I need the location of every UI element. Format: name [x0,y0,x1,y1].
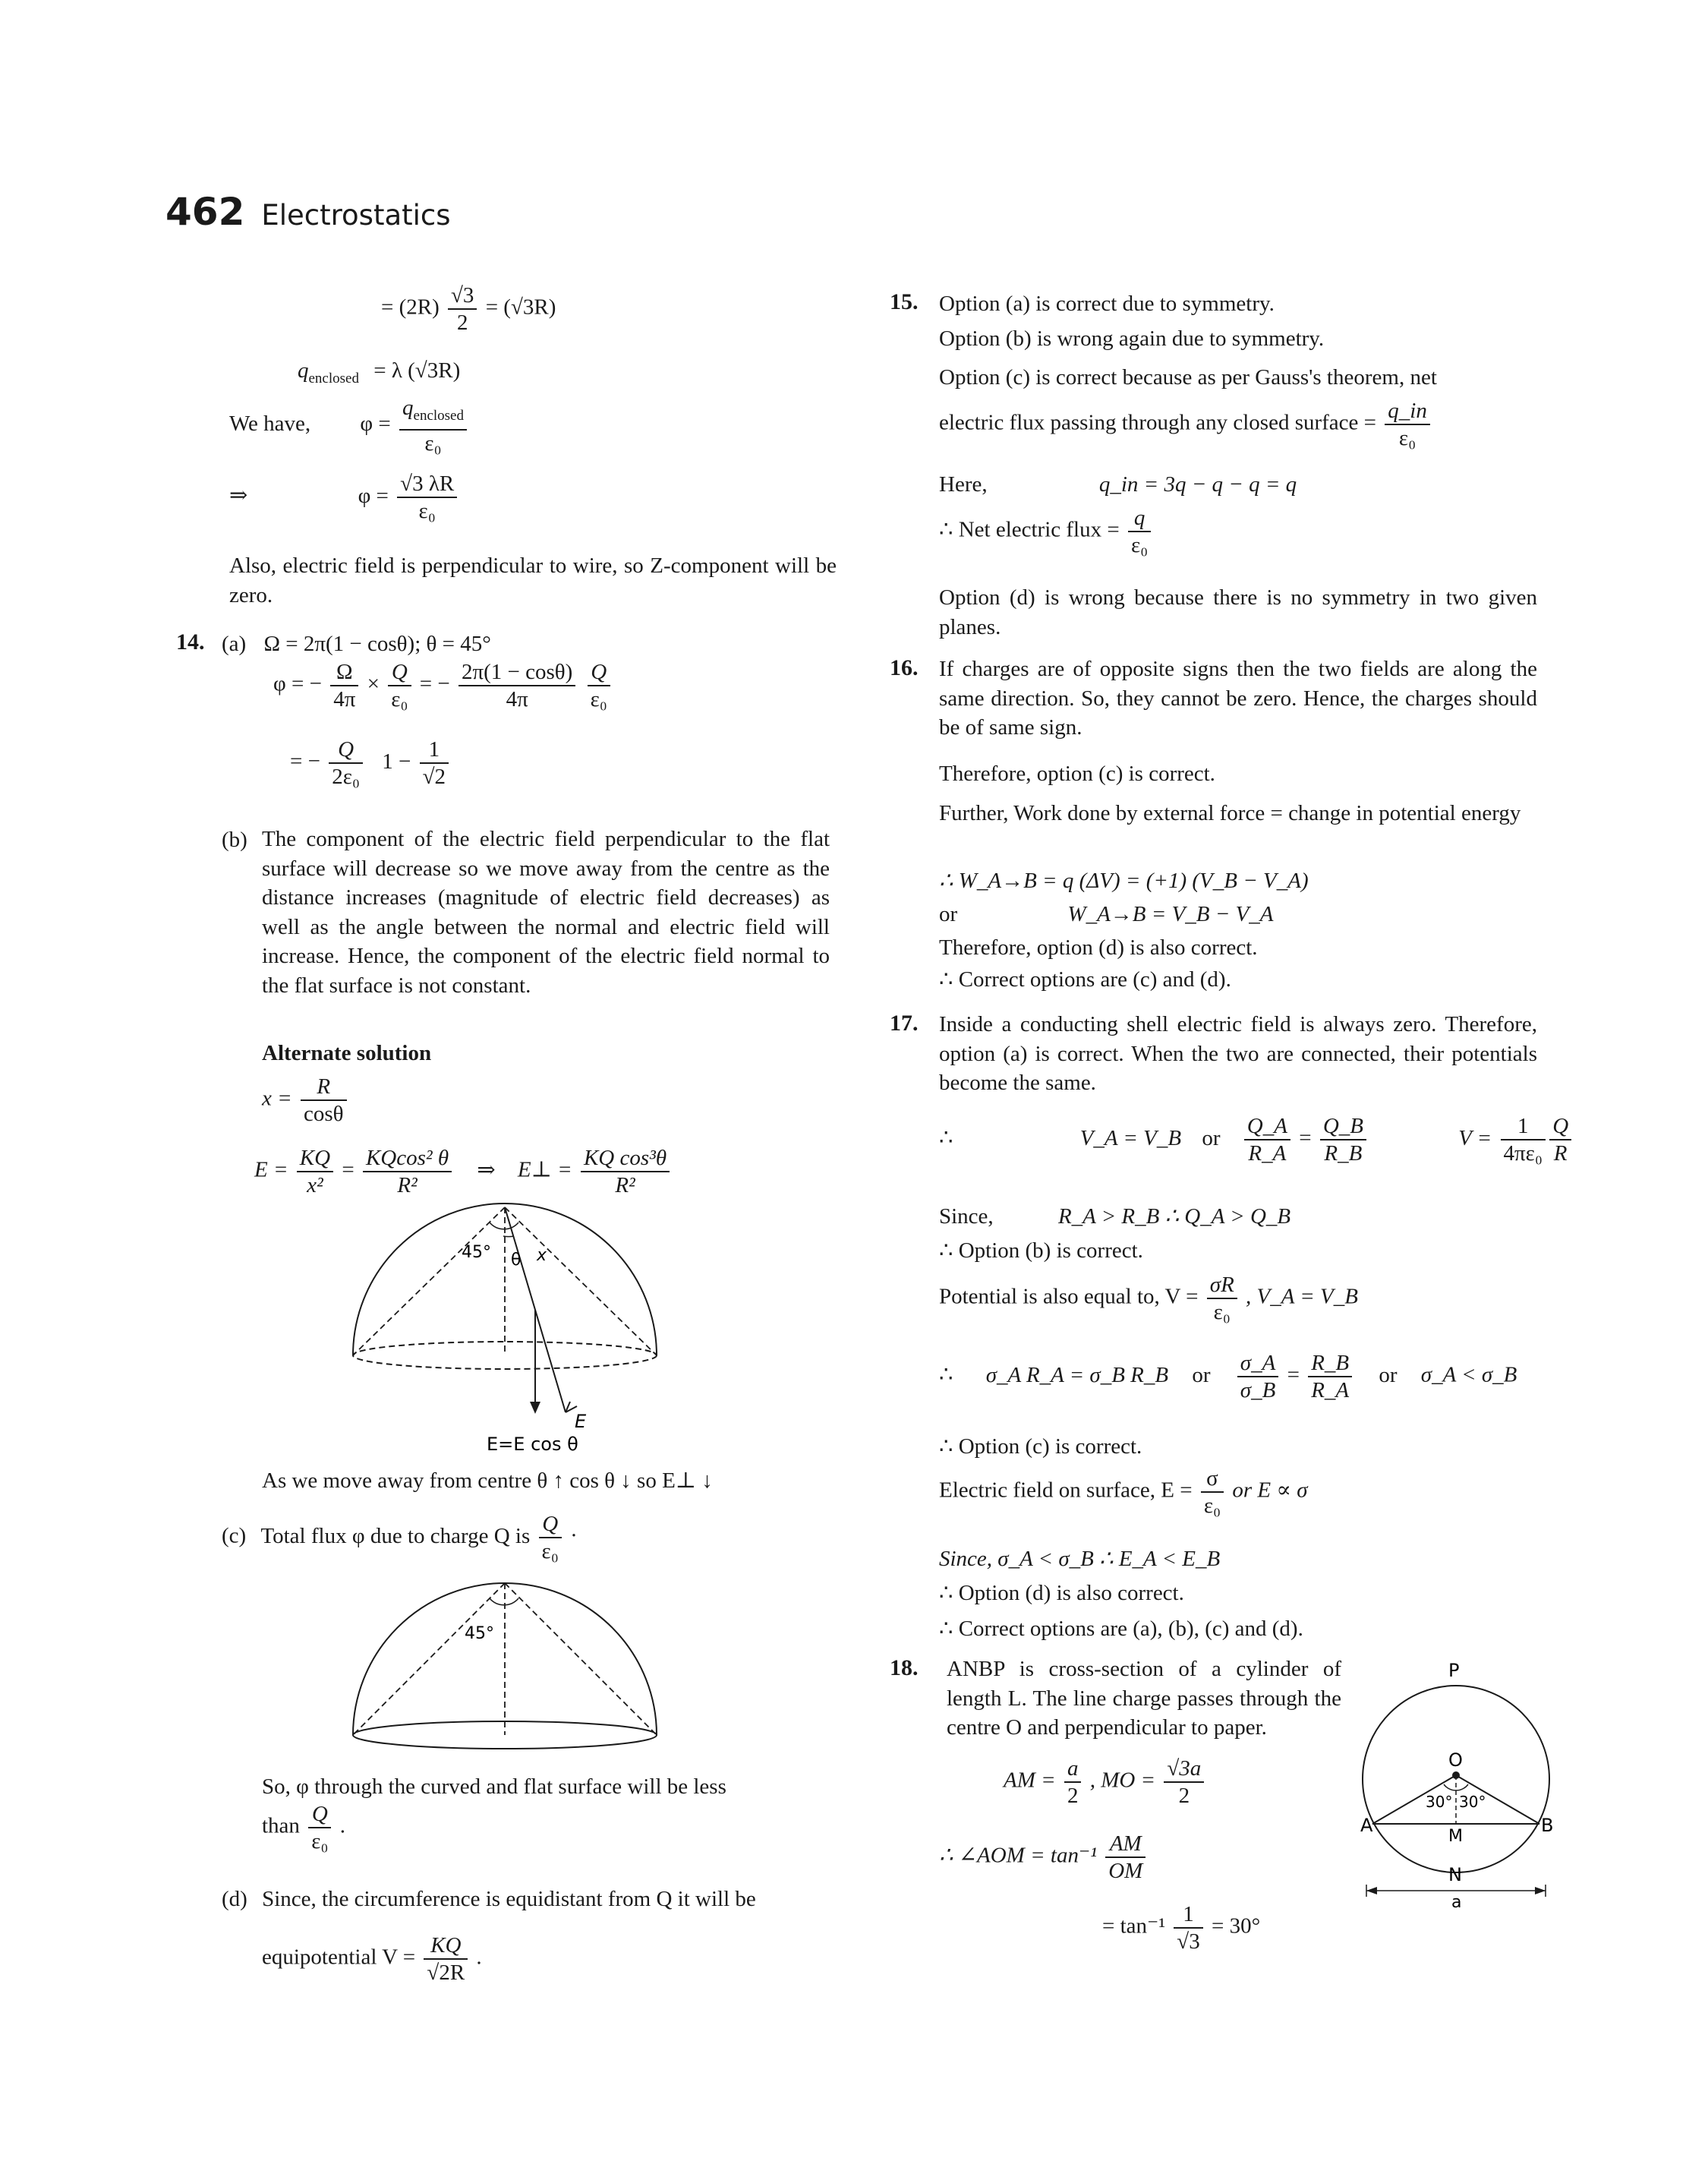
denominator: 2 [1178,1784,1190,1808]
eq-text: × [367,671,380,696]
fraction [1501,1113,1546,1166]
eq-text: or [1192,1362,1211,1387]
eq-line [939,505,1154,558]
part-label-b: (b) [222,828,247,852]
numerator: q [402,396,414,420]
fraction [363,1145,452,1198]
eq-text: = λ (√3R) [373,358,461,383]
numerator: KQ [424,1932,468,1960]
eq-text: q [298,358,309,383]
numerator: a [1064,1756,1082,1783]
eq-text: than [262,1813,300,1838]
numerator: Q [329,737,363,764]
denominator: R² [397,1173,418,1197]
eq-text: σ_A < σ_B [1420,1362,1517,1387]
denominator: ε₀ [1213,1300,1231,1324]
fraction [1064,1756,1082,1809]
eq-label: We have, [229,412,311,437]
E-label: E [575,1411,587,1432]
angle-arc [503,1236,514,1237]
numerator: Q [588,659,610,686]
numerator: √3 λR [397,471,457,498]
eq-l1 [381,282,556,336]
eq-text: E⊥ = [517,1157,572,1182]
denominator: ε₀ [418,499,436,523]
angle-arc [490,1222,518,1229]
fraction [1128,505,1151,558]
paragraph: Further, Work done by external force = change in potential energy [939,801,1521,825]
subscript: enclosed [308,371,359,386]
part-label: (d) [222,1887,247,1911]
denominator: R [1553,1141,1568,1166]
text-line: ∴ Option (d) is also correct. [939,1581,1184,1605]
part-label: (c) [222,1523,247,1548]
eq-line [939,1350,1517,1403]
label-M: M [1448,1827,1463,1846]
numerator: 1 [1501,1113,1546,1140]
label-N: N [1448,1864,1462,1885]
text-line: Option (a) is correct due to symmetry. [939,292,1275,316]
eq-line [939,1113,1574,1166]
eq-text: = 30° [1211,1913,1261,1939]
eq-line [939,1201,1290,1232]
perp-arrow [530,1402,540,1414]
denominator: cosθ [303,1102,344,1126]
eq-14a-1 [222,629,491,659]
eq-14d [222,1884,756,1914]
fraction [1201,1465,1224,1519]
eq-text: E = [254,1157,288,1182]
label-P: P [1448,1660,1460,1681]
text-line: Option (b) is wrong again due to symmetry. [939,327,1325,351]
eq-text: · [570,1523,578,1548]
question-number: 16. [890,655,919,680]
eq-text: = (2R) [381,295,440,320]
angle-label: 45° [465,1624,494,1643]
fraction [1549,1113,1571,1166]
eq-than [262,1801,345,1854]
numerator: √3a [1164,1756,1204,1783]
eq-text: x = [262,1086,292,1111]
cylinder-section-figure [1359,1655,1556,1912]
fraction [448,282,477,336]
fraction [1320,1113,1366,1166]
arrowhead [1366,1887,1377,1894]
numerator: R [301,1074,347,1101]
denominator: 2 [1067,1784,1079,1808]
eq-14a-3 [290,737,452,790]
numerator: 2π(1 − cosθ) [459,659,575,686]
eq-14d-2 [262,1932,482,1986]
fraction [1164,1756,1204,1809]
eq-text: = (√3R) [485,295,556,320]
eq-line [939,899,1274,929]
angle-label: 30° [1459,1793,1486,1811]
fraction [330,659,358,712]
denominator: √3 [1177,1929,1200,1954]
eq-text: ∴ [939,1125,953,1150]
angle-arc [490,1598,518,1605]
eq-14a-2 [273,659,613,712]
eq-text: R_A > R_B ∴ Q_A > Q_B [1057,1204,1291,1229]
denominator: OM [1108,1859,1143,1883]
fraction [1105,1831,1145,1884]
numerator: Q [539,1511,562,1538]
chapter-title: Electrostatics [261,199,451,232]
angle-label: 30° [1426,1793,1453,1811]
denominator: x² [307,1173,323,1197]
eq-alt-E [254,1145,673,1198]
eq-line [1102,1901,1260,1954]
text-line: ∴ Correct options are (c) and (d). [939,967,1231,992]
eq-text: or [939,902,958,926]
paragraph: Option (d) is wrong because there is no symmetry in two given planes. [939,585,1537,639]
eq-text: φ = [360,412,391,437]
eq-text: = − [290,749,320,774]
dashed-line [505,1583,657,1735]
eq-text: φ = − [273,671,322,696]
label-A: A [1360,1815,1373,1836]
paragraph: If charges are of opposite signs then the two fields are along the same direction. So, they cannot be zero. Hence, the charges should be of same sign. [939,657,1537,740]
hemisphere-field-figure [345,1207,664,1458]
question-number: 18. [890,1655,919,1680]
denominator: σ_B [1240,1378,1276,1402]
fraction [301,1074,347,1127]
eq-text: equipotential V = [262,1945,416,1970]
numerator: σR [1207,1272,1237,1299]
eq-l3 [229,395,470,456]
eq-text: = [342,1157,355,1182]
point-O [1452,1771,1460,1779]
eq-line [939,1465,1308,1519]
label-a: a [1451,1893,1462,1912]
numerator: Q [308,1801,331,1828]
fraction [397,471,457,524]
fraction [424,1932,468,1986]
denominator: 2ε₀ [332,765,361,789]
paragraph: Also, electric field is perpendicular to wire, so Z-component will be zero. [229,554,837,607]
eq-text: Since, the circumference is equidistant from Q it will be [262,1887,756,1911]
paragraph: ANBP is cross-section of a cylinder of length L. The line charge passes through the centre O and perpendicular to paper. [947,1657,1341,1740]
fraction [420,737,449,790]
eq-line [939,398,1433,451]
eq-text: = tan⁻¹ [1102,1913,1166,1939]
numerator: KQ cos³θ [581,1145,670,1172]
fraction [297,1145,333,1198]
dashed-line [353,1583,505,1735]
numerator: σ [1201,1465,1224,1493]
fraction [399,395,467,456]
denominator: ε₀ [391,687,408,711]
numerator: Q_A [1244,1113,1290,1140]
eq-text: . [339,1813,345,1838]
dashed-line [353,1207,505,1355]
fraction [581,1145,670,1198]
so-text: So, φ through the curved and flat surface will be less [262,1774,726,1799]
hemisphere-figure [345,1579,664,1754]
eq-text: or [1379,1362,1398,1387]
denominator: √2R [427,1961,465,1985]
label-B: B [1541,1815,1554,1836]
fraction [1385,398,1430,451]
fraction [1237,1350,1279,1403]
eq-text: , MO = [1089,1768,1156,1793]
paragraph: The component of the electric field perpendicular to the flat surface will decrease so we move away from the centre as the distance increases (magnitude of electric field decreases) as well as the angle between the normal and electric field will increase. Hence, the component of the electric field normal to the flat surface is not constant. [262,827,830,998]
fraction [388,659,411,712]
fraction [308,1801,331,1854]
question-number: 14. [176,629,205,655]
eq-text: 1 − [382,749,411,774]
numerator: √3 [448,282,477,310]
denominator: ε₀ [1203,1494,1221,1518]
eq-text: ∴ [939,1362,953,1387]
eq-text: = [1299,1125,1312,1150]
eq-text: , V_A = V_B [1246,1284,1358,1309]
text-line: ∴ Correct options are (a), (b), (c) and (d). [939,1617,1303,1641]
eq-text: Electric field on surface, E = [939,1478,1193,1503]
numerator: 1 [420,737,449,764]
eq-text: ⇒ [229,483,248,508]
move-text: As we move away from centre θ ↑ cos θ ↓ so E⊥ ↓ [262,1468,713,1493]
eq-text: . [476,1945,482,1970]
denominator: √2 [422,765,446,789]
eq-text: V = [1458,1125,1492,1150]
eq-text: Since, [939,1204,994,1229]
text-line: ∴ Option (b) is correct. [939,1238,1143,1263]
eq-text: σ_A R_A = σ_B R_B [985,1362,1169,1387]
numerator: q [1128,505,1151,532]
eq-text: W_A→B = V_B − V_A [1067,902,1274,926]
numerator: AM [1105,1831,1145,1858]
denominator: ε₀ [424,431,442,456]
eq-l4 [229,471,460,524]
eq-text: = − [419,671,450,696]
question-number: 17. [890,1011,919,1036]
subscript: enclosed [413,408,464,424]
eq-line: ∴ W_A→B = q (ΔV) = (+1) (V_B − V_A) [939,869,1309,893]
denominator: R² [615,1173,635,1197]
eq-14c [222,1511,578,1564]
denominator: ε₀ [311,1829,329,1853]
x-label: x [537,1246,547,1265]
eq-text: V_A = V_B [1079,1125,1182,1150]
eq-text: or [1202,1125,1221,1150]
denominator: 4π [506,687,528,711]
eq-line [939,469,1297,500]
fraction [1174,1901,1202,1954]
fraction [1207,1272,1237,1325]
denominator: 4π [333,687,356,711]
eq-text: ∴ Net electric flux = [939,517,1120,542]
dashed-line [505,1207,657,1355]
eq-text: ∴ ∠AOM = tan⁻¹ [939,1843,1097,1868]
fraction [588,659,610,712]
angle-label: 45° [462,1243,491,1262]
numerator: Ω [330,659,358,686]
numerator: KQ [297,1145,333,1172]
fraction [1244,1113,1290,1166]
section-heading: Alternate solution [262,1041,432,1065]
eq-label: Here, [939,472,988,497]
denominator: ε₀ [590,687,607,711]
numerator: Q [388,659,411,686]
fraction [459,659,575,712]
denominator: R_A [1248,1141,1287,1166]
eq-line [939,1272,1358,1325]
eq-text: ⇒ [477,1157,496,1182]
eq-line [939,1831,1149,1884]
text-line: ∴ Option (c) is correct. [939,1434,1142,1459]
page-header [165,190,451,234]
text-line: Therefore, option (c) is correct. [939,762,1215,786]
numerator: q_in [1385,398,1430,425]
fraction [1308,1350,1352,1403]
eq-text: or E ∝ σ [1232,1478,1308,1503]
theta-label: θ [511,1251,522,1270]
fraction [329,737,363,790]
numerator: 1 [1174,1901,1202,1929]
eq-l2 [298,355,460,394]
numerator: Q [1549,1113,1571,1140]
denominator: ε₀ [1130,533,1149,557]
text-line: Option (c) is correct because as per Gauss's theorem, net [939,365,1437,390]
numerator: Q_B [1320,1113,1366,1140]
numerator: KQcos² θ [363,1145,452,1172]
eq-text: Total flux φ due to charge Q is [260,1523,531,1548]
denominator: 4πε₀ [1503,1141,1543,1166]
eq-line: Since, σ_A < σ_B ∴ E_A < E_B [939,1547,1221,1571]
eq-text: = [1287,1362,1300,1387]
paragraph: Inside a conducting shell electric field is always zero. Therefore, option (a) is correct. When the two are connected, their potentials become the same. [939,1012,1537,1095]
eq-text: q_in = 3q − q − q = q [1098,472,1297,497]
eq-text: Potential is also equal to, V = [939,1284,1199,1309]
eq-text: Ω = 2π(1 − cosθ); θ = 45° [263,632,491,656]
numerator: R_B [1308,1350,1352,1377]
part-label: (a) [222,632,247,656]
eq-alt-x [262,1074,350,1127]
page-number: 462 [165,190,245,234]
eq-text: AM = [1004,1768,1056,1793]
denominator: R_B [1324,1141,1363,1166]
Ecos-label: E=E cos θ [487,1434,578,1455]
denominator: R_A [1311,1378,1350,1402]
label-O: O [1448,1749,1463,1771]
denominator: 2 [456,311,468,335]
fraction [539,1511,562,1564]
numerator: σ_A [1237,1350,1279,1377]
denominator: ε₀ [541,1539,559,1563]
denominator: ε₀ [1398,426,1417,450]
eq-text: φ = [358,483,389,508]
text-line: Therefore, option (d) is also correct. [939,935,1258,960]
eq-text: electric flux passing through any closed surface = [939,410,1377,435]
question-number: 15. [890,289,919,314]
eq-line [1004,1756,1207,1809]
arrowhead [1535,1887,1546,1894]
